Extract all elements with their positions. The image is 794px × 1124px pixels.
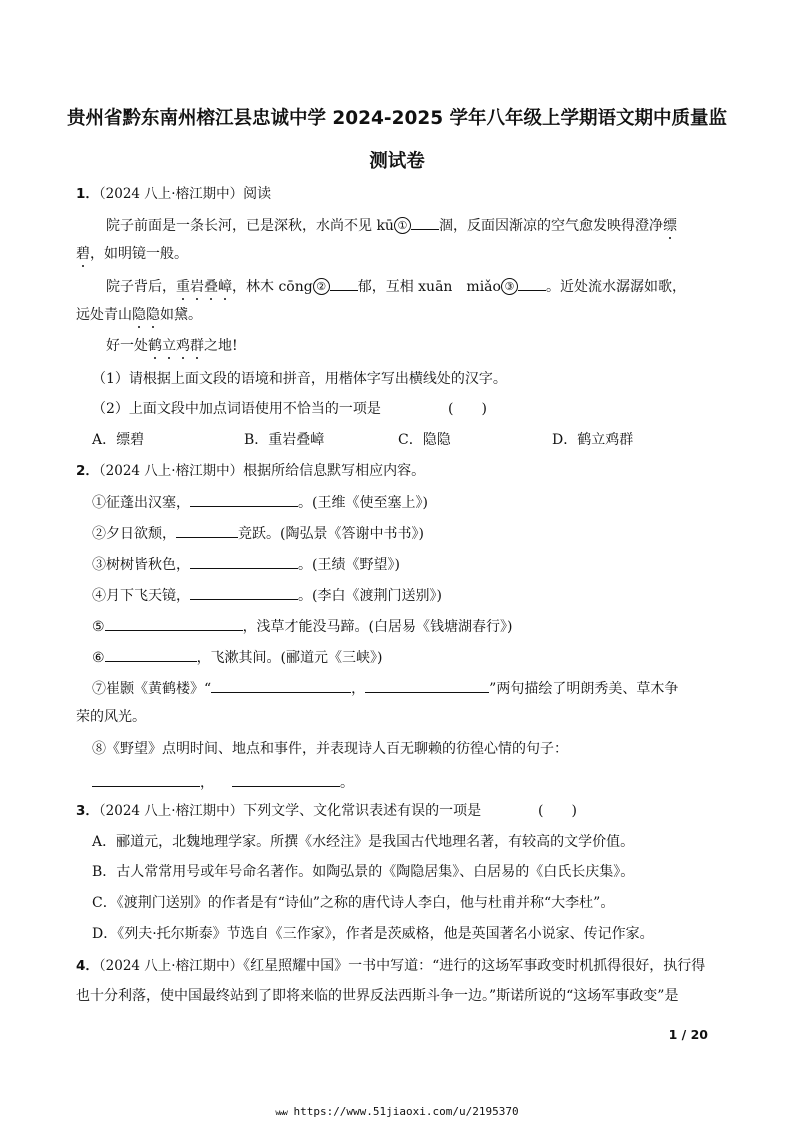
recite-item-5 <box>92 615 513 637</box>
question-2-header <box>76 461 425 481</box>
item-marker: ④ <box>92 588 106 604</box>
fill-blank[interactable] <box>105 615 243 631</box>
dotted-word: 碧 <box>76 246 90 262</box>
question-text: 《红星照耀中国》一书中写道：“进行的这场军事政变时机抓得很好，执行得 <box>243 958 706 974</box>
question-head: 阅读 <box>243 186 272 202</box>
passage-line-1 <box>106 214 677 236</box>
dotted-word: 鹤 <box>148 338 162 354</box>
item-text: ， <box>351 681 366 697</box>
fill-blank-2[interactable] <box>330 275 358 291</box>
passage-line-3 <box>106 275 686 297</box>
recite-item-3 <box>92 553 400 575</box>
question-source: （2024 八上·榕江期中） <box>98 803 244 819</box>
question-number: 3． <box>76 803 99 819</box>
item-marker: ⑤ <box>92 619 105 635</box>
dotted-word: 岩 <box>190 279 204 295</box>
item-text: 竞跃。(陶弘景《答谢中书书》) <box>238 526 424 542</box>
item-text: 。(王维《使至塞上》) <box>298 495 428 511</box>
dotted-word: 隐 <box>146 307 160 323</box>
item-text: 月下飞天镜， <box>106 588 190 604</box>
passage-text: 远处青山 <box>76 307 132 323</box>
document-title-line2: 测试卷 <box>369 151 425 172</box>
passage-text: 。近处流水潺潺如歌， <box>545 279 686 295</box>
dotted-word: 群 <box>190 338 204 354</box>
item-text: 崔颢《黄鹤楼》“ <box>106 681 212 697</box>
question-number: 4． <box>76 958 99 974</box>
passage-line-4 <box>76 305 202 325</box>
item-text: 。(王绩《野望》) <box>298 557 400 573</box>
question-3-header <box>76 801 481 821</box>
item-marker: ⑦ <box>92 681 106 697</box>
question-1-header <box>76 184 271 204</box>
question-4-line-2: 也十分利落，使中国最终站到了即将来临的世界反法西斯斗争一边。”斯诺所说的“这场军事政变”是 <box>76 988 679 1004</box>
question-head: 下列文学、文化常识表述有误的一项是 <box>243 803 482 819</box>
footer-watermark[interactable] <box>0 1105 794 1118</box>
recite-item-2 <box>92 522 424 544</box>
item-marker: ① <box>92 495 106 511</box>
fill-blank[interactable] <box>365 677 489 693</box>
footer-prefix: www <box>275 1108 287 1117</box>
passage-text: 院子前面是一条长河，已是深秋，水尚不见 kū <box>106 218 394 234</box>
passage-text: ，林木 cōng <box>232 279 313 295</box>
dotted-word: 立 <box>162 338 176 354</box>
dotted-word: 重 <box>176 279 190 295</box>
sub-question-2: （2）上面文段中加点词语使用不恰当的一项是 <box>92 401 381 417</box>
recite-item-8 <box>92 739 568 759</box>
item-text: 。(李白《渡荆门送别》) <box>298 588 442 604</box>
dotted-word: 鸡 <box>176 338 190 354</box>
dotted-word: 嶂 <box>218 279 232 295</box>
recite-item-1 <box>92 491 428 513</box>
fill-blank[interactable] <box>190 584 298 600</box>
item-marker: ② <box>92 526 106 542</box>
passage-text: 郁，互相 xuān miǎo <box>357 279 501 295</box>
recite-item-8-answer <box>92 771 354 793</box>
question-number: 2． <box>76 463 99 479</box>
passage-line-2 <box>76 244 188 264</box>
footer-url[interactable]: https://www.51jiaoxi.com/u/2195370 <box>293 1105 519 1118</box>
page-number: 1 / 20 <box>668 1027 708 1042</box>
sub-question-1: （1）请根据上面文段的语境和拼音，用楷体字写出横线处的汉字。 <box>92 371 507 387</box>
item-marker: ③ <box>92 557 106 573</box>
fill-blank-3[interactable] <box>518 275 546 291</box>
fill-blank[interactable] <box>232 771 340 787</box>
question-source: （2024 八上·榕江期中） <box>98 958 244 974</box>
option-d[interactable]: D．鹤立鸡群 <box>552 432 634 448</box>
option-a[interactable]: A．缥碧 <box>92 432 145 448</box>
item-text: 《野望》点明时间、地点和事件，并表现诗人百无聊赖的彷徨心情的句子： <box>106 741 568 757</box>
fill-blank[interactable] <box>190 553 298 569</box>
passage-line-5 <box>106 336 238 356</box>
recite-item-7-cont: 荣的风光。 <box>76 709 146 725</box>
item-text: ， <box>200 775 214 791</box>
dotted-word: 叠 <box>204 279 218 295</box>
item-text: 。 <box>340 775 354 791</box>
option-d[interactable]: D．《列夫·托尔斯泰》节选自《三作家》，作者是茨威格，他是英国著名小说家、传记作家。 <box>92 926 654 942</box>
passage-text: 如黛。 <box>160 307 202 323</box>
option-c[interactable]: C．《渡荆门送别》的作者是有“诗仙”之称的唐代诗人李白，他与杜甫并称“大李杜”。 <box>92 895 615 911</box>
passage-text: 涸，反面因渐凉的空气愈发映得澄净 <box>438 218 663 234</box>
dotted-word: 缥 <box>662 218 677 234</box>
blank-marker-3: ③ <box>501 278 518 295</box>
item-text: 树树皆秋色， <box>106 557 190 573</box>
item-text: ”两句描绘了明朗秀美、草木争 <box>489 681 679 697</box>
fill-blank[interactable] <box>211 677 351 693</box>
question-4-line-1 <box>76 956 705 976</box>
option-c[interactable]: C．隐隐 <box>398 432 451 448</box>
item-text: 夕日欲颓， <box>106 526 176 542</box>
passage-text: 院子背后， <box>106 279 176 295</box>
blank-marker-1: ① <box>394 217 411 234</box>
passage-text: 好一处 <box>106 338 148 354</box>
fill-blank[interactable] <box>176 522 238 538</box>
blank-marker-2: ② <box>313 278 330 295</box>
dotted-word: 隐 <box>132 307 146 323</box>
option-b[interactable]: B．古人常常用号或年号命名著作。如陶弘景的《陶隐居集》、白居易的《白氏长庆集》。 <box>92 864 635 880</box>
fill-blank[interactable] <box>190 491 298 507</box>
option-b[interactable]: B．重岩叠嶂 <box>244 432 325 448</box>
recite-item-7 <box>92 677 678 699</box>
option-a[interactable]: A．郦道元，北魏地理学家。所撰《水经注》是我国古代地理名著，有较高的文学价值。 <box>92 834 635 850</box>
answer-paren[interactable]: ( ) <box>448 401 487 417</box>
item-text: ，浅草才能没马蹄。(白居易《钱塘湖春行》) <box>242 619 513 635</box>
question-number: 1． <box>76 186 99 202</box>
document-title-line1: 贵州省黔东南州榕江县忠诚中学 2024-2025 学年八年级上学期语文期中质量监 <box>66 108 728 129</box>
answer-paren[interactable]: ( ) <box>538 803 577 819</box>
question-source: （2024 八上·榕江期中） <box>98 186 244 202</box>
passage-text: ，如明镜一般。 <box>90 246 188 262</box>
item-marker: ⑧ <box>92 741 106 757</box>
passage-text: 之地! <box>204 338 238 354</box>
question-head: 根据所给信息默写相应内容。 <box>243 463 426 479</box>
fill-blank[interactable] <box>92 771 200 787</box>
item-text: ，飞漱其间。(郦道元《三峡》) <box>196 650 383 666</box>
recite-item-6 <box>92 646 383 668</box>
question-source: （2024 八上·榕江期中） <box>98 463 244 479</box>
fill-blank-1[interactable] <box>411 214 439 230</box>
item-text: 征蓬出汉塞， <box>106 495 190 511</box>
item-marker: ⑥ <box>92 650 105 666</box>
fill-blank[interactable] <box>105 646 197 662</box>
recite-item-4 <box>92 584 442 606</box>
